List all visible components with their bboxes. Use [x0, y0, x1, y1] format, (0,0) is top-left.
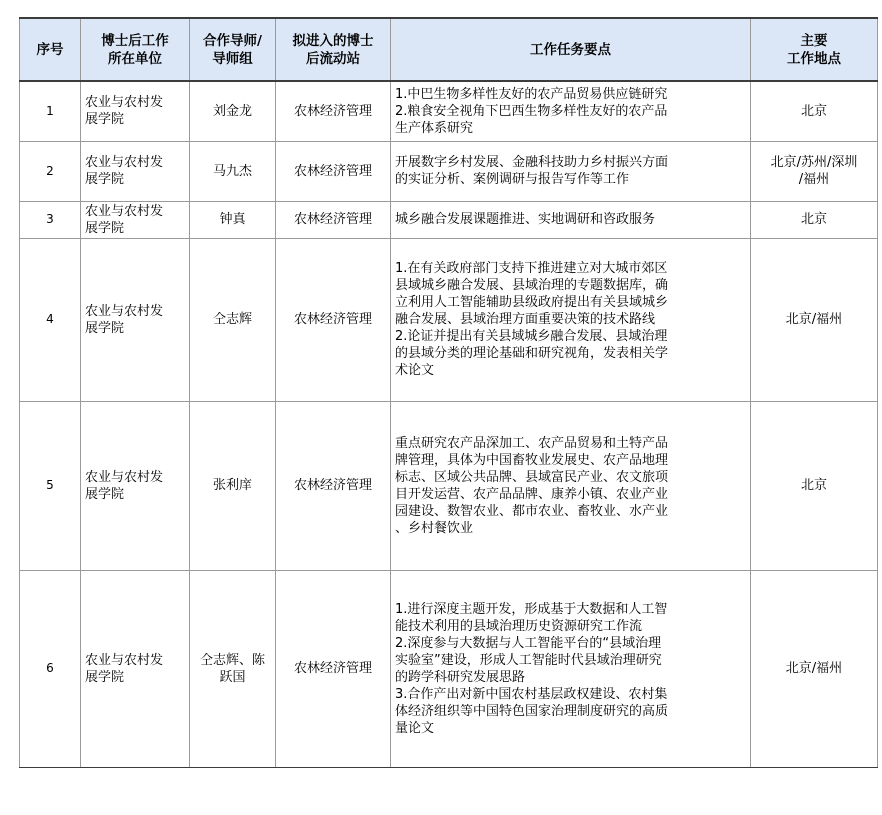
cell-unit[interactable]: 农业与农村发 展学院 — [81, 141, 190, 201]
table-row[interactable] — [20, 201, 878, 238]
table-row[interactable] — [20, 81, 878, 141]
cell-tasks[interactable]: 重点研究农产品深加工、农产品贸易和土特产品 牌管理，具体为中国畜牧业发展史、农产品地理 标志、区域公共品牌、县域富民产业、农文旅项 目开发运营、农产品品牌、康养小镇、农业产业 园建设、数智农业、都市农业、畜牧业、水产业 、乡村餐饮业 — [391, 401, 751, 570]
cell-seq[interactable]: 3 — [20, 201, 81, 238]
cell-tasks[interactable]: 1.进行深度主题开发，形成基于大数据和人工智 能技术利用的县域治理历史资源研究工作流 2.深度参与大数据与人工智能平台的“县域治理 实验室”建设，形成人工智能时代县域治理研究 的跨学科研究发展思路 3.合作产出对新中国农村基层政权建设、农村集 体经济组织等中国特色国家治理制度研究的高质 量论文 — [391, 570, 751, 767]
cell-station[interactable]: 农林经济管理 — [276, 570, 391, 767]
table-row[interactable] — [20, 401, 878, 570]
cell-mentor[interactable]: 刘金龙 — [190, 81, 276, 141]
header-station[interactable]: 拟进入的博士 后流动站 — [276, 18, 391, 81]
table-row[interactable] — [20, 238, 878, 401]
cell-unit[interactable]: 农业与农村发 展学院 — [81, 201, 190, 238]
postdoc-positions-sheet — [19, 17, 878, 768]
cell-location[interactable]: 北京/苏州/深圳 /福州 — [751, 141, 878, 201]
cell-tasks[interactable]: 1.中巴生物多样性友好的农产品贸易供应链研究 2.粮食安全视角下巴西生物多样性友好的农产品 生产体系研究 — [391, 81, 751, 141]
cell-mentor[interactable]: 钟真 — [190, 201, 276, 238]
cell-seq[interactable]: 6 — [20, 570, 81, 767]
cell-mentor[interactable]: 马九杰 — [190, 141, 276, 201]
table-row[interactable] — [20, 141, 878, 201]
cell-seq[interactable]: 1 — [20, 81, 81, 141]
header-row — [20, 18, 878, 81]
cell-unit[interactable]: 农业与农村发 展学院 — [81, 570, 190, 767]
cell-mentor[interactable]: 仝志辉 — [190, 238, 276, 401]
cell-location[interactable]: 北京 — [751, 81, 878, 141]
cell-mentor[interactable]: 张利庠 — [190, 401, 276, 570]
header-tasks[interactable]: 工作任务要点 — [391, 18, 751, 81]
cell-unit[interactable]: 农业与农村发 展学院 — [81, 238, 190, 401]
cell-station[interactable]: 农林经济管理 — [276, 401, 391, 570]
cell-location[interactable]: 北京/福州 — [751, 570, 878, 767]
table-row[interactable] — [20, 570, 878, 767]
cell-station[interactable]: 农林经济管理 — [276, 81, 391, 141]
cell-tasks[interactable]: 城乡融合发展课题推进、实地调研和咨政服务 — [391, 201, 751, 238]
header-unit[interactable]: 博士后工作 所在单位 — [81, 18, 190, 81]
header-mentor[interactable]: 合作导师/ 导师组 — [190, 18, 276, 81]
cell-location[interactable]: 北京 — [751, 401, 878, 570]
cell-location[interactable]: 北京/福州 — [751, 238, 878, 401]
cell-station[interactable]: 农林经济管理 — [276, 141, 391, 201]
cell-station[interactable]: 农林经济管理 — [276, 238, 391, 401]
cell-tasks[interactable]: 1.在有关政府部门支持下推进建立对大城市郊区 县域城乡融合发展、县域治理的专题数据库，确 立利用人工智能辅助县级政府提出有关县域城乡 融合发展、县域治理方面重要决策的技术路线 2.论证并提出有关县域城乡融合发展、县域治理 的县域分类的理论基础和研究视角，发表相关学 术论文 — [391, 238, 751, 401]
cell-unit[interactable]: 农业与农村发 展学院 — [81, 81, 190, 141]
cell-mentor[interactable]: 仝志辉、陈 跃国 — [190, 570, 276, 767]
cell-location[interactable]: 北京 — [751, 201, 878, 238]
cell-seq[interactable]: 4 — [20, 238, 81, 401]
header-location[interactable]: 主要 工作地点 — [751, 18, 878, 81]
postdoc-positions-table — [19, 17, 878, 768]
header-seq[interactable]: 序号 — [20, 18, 81, 81]
cell-tasks[interactable]: 开展数字乡村发展、金融科技助力乡村振兴方面 的实证分析、案例调研与报告写作等工作 — [391, 141, 751, 201]
cell-seq[interactable]: 2 — [20, 141, 81, 201]
cell-station[interactable]: 农林经济管理 — [276, 201, 391, 238]
cell-unit[interactable]: 农业与农村发 展学院 — [81, 401, 190, 570]
cell-seq[interactable]: 5 — [20, 401, 81, 570]
